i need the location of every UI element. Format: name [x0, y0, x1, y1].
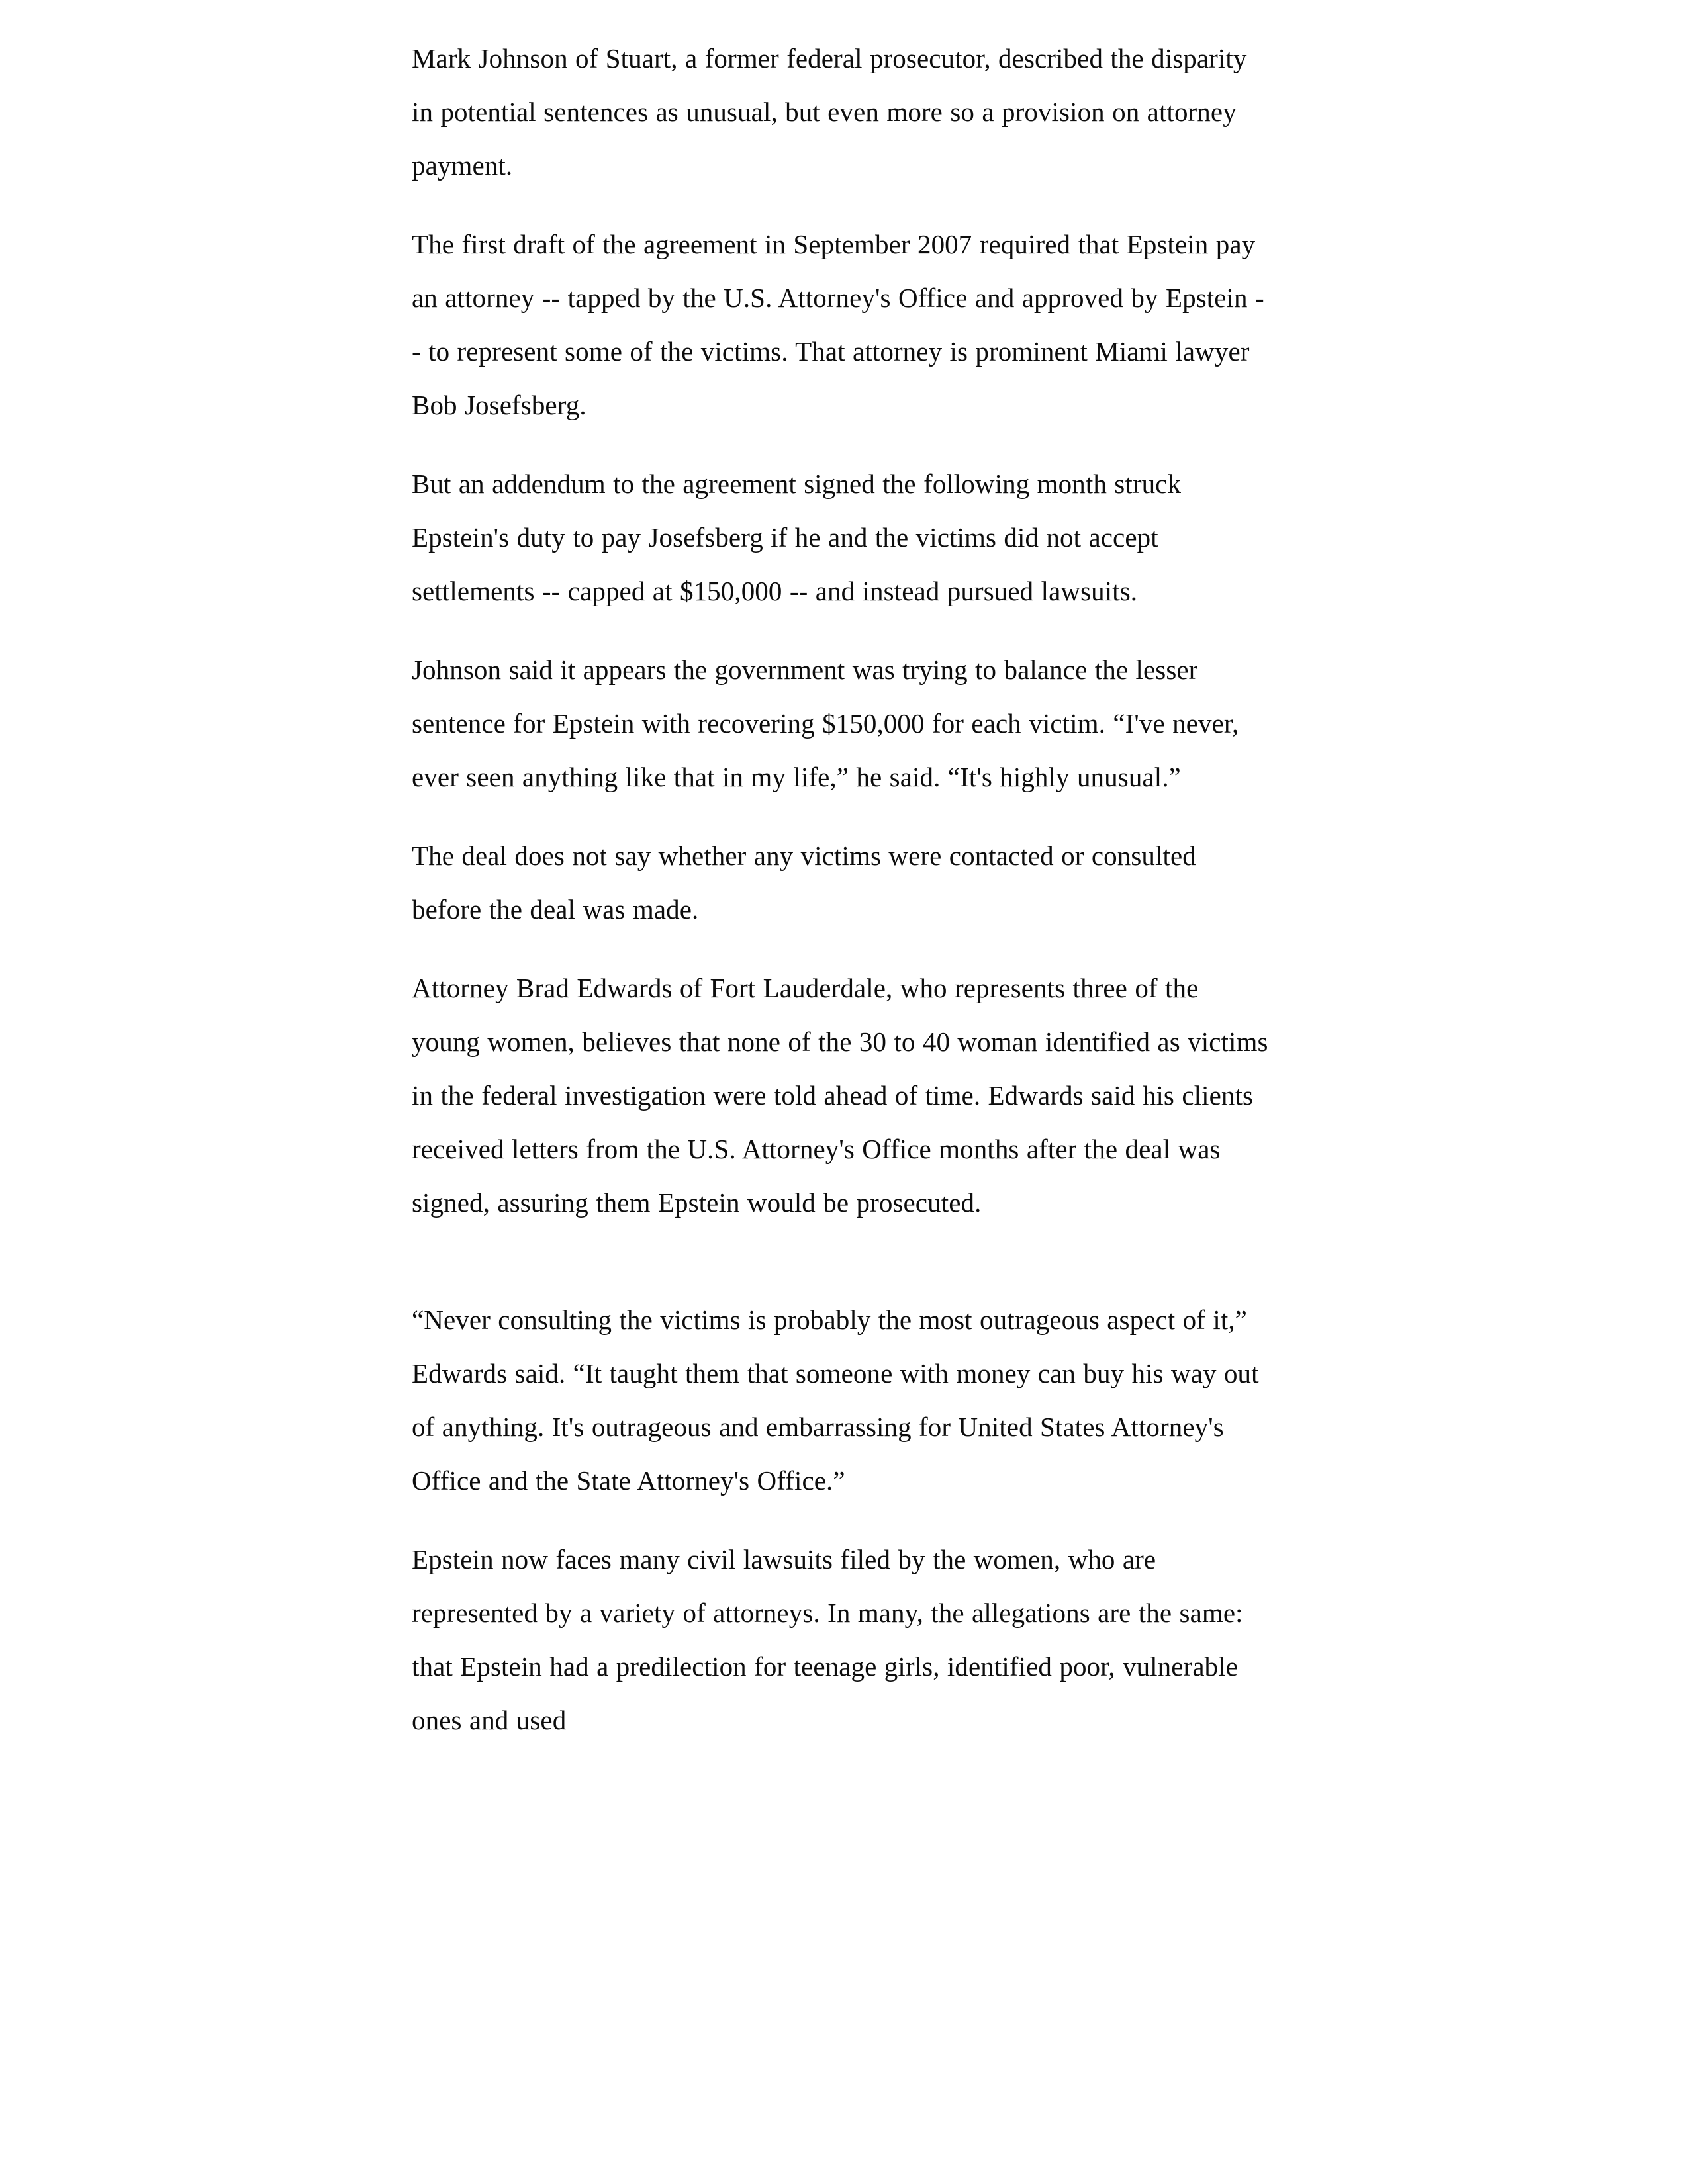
- paragraph: Johnson said it appears the government was trying to balance the lesser sentence for Epstein with recovering $150,000 for each victim. “I've never, ever seen anything like that in my life,” he said. “It's highly unusual.”: [412, 655, 1239, 792]
- paragraph: Epstein now faces many civil lawsuits filed by the women, who are represented by a variety of attorneys. In many, the allegations are the same: that Epstein had a predilection for teenage girls, identified poor, vulnerable ones and used: [412, 1544, 1243, 1735]
- paragraph: The first draft of the agreement in September 2007 required that Epstein pay an attorney -- tapped by the U.S. Attorney's Office and approved by Epstein -- to represent some of the victims. That attorney is prominent Miami lawyer Bob Josefsberg.: [412, 229, 1264, 420]
- paragraph: But an addendum to the agreement signed the following month struck Epstein's duty to pay Josefsberg if he and the victims did not accept settlements -- capped at $150,000 -- and instead pursued lawsuits.: [412, 469, 1182, 606]
- article-body: [412, 32, 1272, 1747]
- paragraph: Mark Johnson of Stuart, a former federal prosecutor, described the disparity in potential sentences as unusual, but even more so a provision on attorney payment.: [412, 43, 1247, 181]
- paragraph: The deal does not say whether any victims were contacted or consulted before the deal was made.: [412, 841, 1196, 925]
- paragraph: “Never consulting the victims is probably the most outrageous aspect of it,” Edwards said. “It taught them that someone with money can buy his way out of anything. It's outrageous and embarrassing for United States Attorney's Office and the State Attorney's Office.”: [412, 1304, 1259, 1496]
- paragraph: Attorney Brad Edwards of Fort Lauderdale, who represents three of the young women, believes that none of the 30 to 40 woman identified as victims in the federal investigation were told ahead of time. Edwards said his clients received letters from the U.S. Attorney's Office months after the deal was signed, assuring them Epstein would be prosecuted.: [412, 973, 1268, 1218]
